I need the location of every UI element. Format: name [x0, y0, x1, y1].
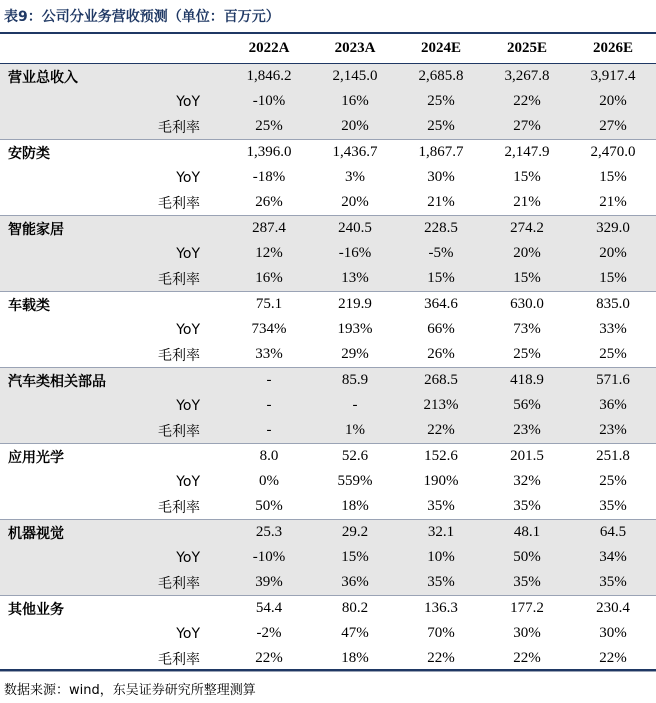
- header-blank: [0, 34, 226, 64]
- yoy-row: [0, 317, 656, 342]
- revenue-cell: 287.4: [226, 216, 312, 242]
- yoy-cell: 30%: [513, 625, 541, 641]
- revenue-cell: 329.0: [570, 216, 656, 242]
- revenue-cell: 48.1: [484, 520, 570, 546]
- gm-cell: 21%: [398, 190, 484, 216]
- yoy-cell: 10%: [398, 545, 484, 570]
- segment-name: 应用光学: [8, 449, 64, 466]
- gm-cell: 18%: [312, 494, 398, 520]
- gm-cell: 35%: [398, 570, 484, 596]
- yoy-cell: 213%: [398, 393, 484, 418]
- revenue-cell: 54.4: [255, 600, 283, 616]
- yoy-cell: 36%: [570, 393, 656, 418]
- segment-name: 智能家居: [0, 216, 226, 242]
- revenue-cell: 364.6: [424, 296, 458, 312]
- gm-cell: 35%: [398, 494, 484, 520]
- yoy-cell: 20%: [570, 89, 656, 114]
- yoy-cell: 66%: [427, 321, 455, 337]
- revenue-cell: 29.2: [312, 520, 398, 546]
- yoy-label: YoY: [0, 545, 226, 570]
- header-row: [0, 34, 656, 64]
- gm-cell: 22%: [570, 646, 656, 672]
- gm-cell: 26%: [398, 342, 484, 368]
- gm-cell: 35%: [570, 494, 656, 520]
- gm-cell: 15%: [570, 266, 656, 292]
- gm-cell: 21%: [484, 190, 570, 216]
- yoy-cell: 30%: [599, 625, 627, 641]
- revenue-cell: 32.1: [398, 520, 484, 546]
- gm-cell: 25%: [226, 114, 312, 140]
- gross-margin-label: 毛利率: [0, 494, 226, 520]
- revenue-cell: 80.2: [341, 600, 369, 616]
- yoy-cell: -10%: [226, 89, 312, 114]
- gm-cell: 29%: [312, 342, 398, 368]
- yoy-cell: 30%: [427, 169, 455, 185]
- segment-row: [0, 140, 656, 166]
- segment-row: [0, 64, 656, 90]
- segment-name: 车载类: [8, 297, 50, 314]
- gm-cell: 27%: [484, 114, 570, 140]
- gross-margin-row: [0, 494, 656, 520]
- yoy-cell: 34%: [570, 545, 656, 570]
- revenue-cell: 85.9: [312, 368, 398, 394]
- yoy-cell: -16%: [312, 241, 398, 266]
- yoy-cell: 12%: [226, 241, 312, 266]
- yoy-cell: -10%: [226, 545, 312, 570]
- revenue-cell: 1,396.0: [246, 144, 292, 160]
- segment-row: [0, 444, 656, 470]
- yoy-cell: 25%: [398, 89, 484, 114]
- revenue-cell: 64.5: [570, 520, 656, 546]
- yoy-row: [0, 165, 656, 190]
- gm-cell: 22%: [398, 418, 484, 444]
- gross-margin-row: [0, 342, 656, 368]
- gm-cell: 35%: [484, 570, 570, 596]
- revenue-cell: 3,917.4: [570, 64, 656, 90]
- segment-row: [0, 216, 656, 242]
- gm-cell: 1%: [312, 418, 398, 444]
- yoy-label: YoY: [0, 89, 226, 114]
- segment-name: 机器视觉: [0, 520, 226, 546]
- gross-margin-row: [0, 646, 656, 672]
- revenue-cell: 177.2: [510, 600, 544, 616]
- revenue-cell: 571.6: [570, 368, 656, 394]
- gm-cell: 22%: [226, 646, 312, 672]
- source-note: 数据来源：wind，东吴证券研究所整理测算: [4, 683, 256, 698]
- segment-row: [0, 596, 656, 622]
- gross-margin-label: 毛利率: [0, 570, 226, 596]
- forecast-table: [0, 34, 656, 672]
- yoy-cell: 22%: [484, 89, 570, 114]
- gm-cell: 35%: [484, 494, 570, 520]
- gm-cell: 25%: [398, 114, 484, 140]
- gross-margin-row: [0, 114, 656, 140]
- revenue-cell: 268.5: [398, 368, 484, 394]
- yoy-label: YoY: [176, 169, 200, 186]
- gm-cell: 33%: [226, 342, 312, 368]
- revenue-cell: 2,685.8: [398, 64, 484, 90]
- yoy-cell: 32%: [513, 473, 541, 489]
- yoy-row: [0, 89, 656, 114]
- yoy-row: [0, 241, 656, 266]
- yoy-cell: 73%: [513, 321, 541, 337]
- revenue-cell: 2,147.9: [504, 144, 550, 160]
- yoy-label: YoY: [176, 625, 200, 642]
- gm-cell: 15%: [398, 266, 484, 292]
- gm-cell: 15%: [484, 266, 570, 292]
- gross-margin-row: [0, 418, 656, 444]
- revenue-cell: 2,145.0: [312, 64, 398, 90]
- gm-cell: 36%: [312, 570, 398, 596]
- yoy-cell: 3%: [345, 169, 365, 185]
- gm-cell: 16%: [226, 266, 312, 292]
- yoy-cell: 734%: [251, 321, 287, 337]
- table-body: [0, 64, 656, 672]
- revenue-cell: 240.5: [312, 216, 398, 242]
- yoy-cell: 25%: [599, 473, 627, 489]
- gm-cell: 25%: [570, 342, 656, 368]
- bottom-rule: [0, 669, 656, 671]
- segment-row: [0, 292, 656, 318]
- revenue-cell: 228.5: [398, 216, 484, 242]
- yoy-row: [0, 621, 656, 646]
- gm-cell: 26%: [226, 190, 312, 216]
- yoy-label: YoY: [0, 393, 226, 418]
- gross-margin-label: 毛利率: [0, 342, 226, 368]
- year-header: 2026E: [570, 34, 656, 64]
- gm-cell: 20%: [312, 190, 398, 216]
- revenue-cell: 25.3: [226, 520, 312, 546]
- yoy-cell: 15%: [312, 545, 398, 570]
- revenue-cell: 1,846.2: [226, 64, 312, 90]
- yoy-row: [0, 469, 656, 494]
- gross-margin-label: 毛利率: [0, 114, 226, 140]
- revenue-cell: 230.4: [596, 600, 630, 616]
- segment-name: 营业总收入: [0, 64, 226, 90]
- gross-margin-label: 毛利率: [0, 266, 226, 292]
- gm-cell: 23%: [484, 418, 570, 444]
- segment-row: [0, 368, 656, 394]
- revenue-cell: -: [226, 368, 312, 394]
- yoy-cell: 0%: [259, 473, 279, 489]
- revenue-cell: 219.9: [338, 296, 372, 312]
- revenue-cell: 52.6: [341, 448, 369, 464]
- yoy-cell: 16%: [312, 89, 398, 114]
- yoy-cell: 15%: [513, 169, 541, 185]
- gm-cell: 35%: [570, 570, 656, 596]
- gm-cell: -: [226, 418, 312, 444]
- gross-margin-row: [0, 266, 656, 292]
- revenue-cell: 201.5: [510, 448, 544, 464]
- gm-cell: 22%: [398, 646, 484, 672]
- yoy-cell: -: [312, 393, 398, 418]
- revenue-cell: 1,867.7: [418, 144, 464, 160]
- yoy-cell: 50%: [484, 545, 570, 570]
- revenue-cell: 251.8: [596, 448, 630, 464]
- yoy-cell: -2%: [256, 625, 282, 641]
- yoy-cell: 193%: [337, 321, 373, 337]
- gm-cell: 50%: [226, 494, 312, 520]
- yoy-label: YoY: [176, 321, 200, 338]
- gm-cell: 23%: [570, 418, 656, 444]
- yoy-cell: 33%: [599, 321, 627, 337]
- yoy-cell: 20%: [484, 241, 570, 266]
- year-header: 2024E: [398, 34, 484, 64]
- yoy-cell: 559%: [337, 473, 373, 489]
- gm-cell: 27%: [570, 114, 656, 140]
- revenue-cell: 2,470.0: [590, 144, 636, 160]
- year-header: 2022A: [226, 34, 312, 64]
- gross-margin-label: 毛利率: [0, 418, 226, 444]
- yoy-label: YoY: [0, 241, 226, 266]
- year-header: 2023A: [312, 34, 398, 64]
- gm-cell: 13%: [312, 266, 398, 292]
- year-header: 2025E: [484, 34, 570, 64]
- revenue-cell: 8.0: [259, 448, 279, 464]
- revenue-cell: 274.2: [484, 216, 570, 242]
- gm-cell: 20%: [312, 114, 398, 140]
- yoy-cell: -: [226, 393, 312, 418]
- yoy-row: [0, 393, 656, 418]
- gross-margin-row: [0, 190, 656, 216]
- gm-cell: 39%: [226, 570, 312, 596]
- gm-cell: 25%: [484, 342, 570, 368]
- revenue-cell: 136.3: [424, 600, 458, 616]
- yoy-cell: 47%: [341, 625, 369, 641]
- gross-margin-label: 毛利率: [0, 190, 226, 216]
- gm-cell: 21%: [570, 190, 656, 216]
- revenue-cell: 152.6: [424, 448, 458, 464]
- segment-row: [0, 520, 656, 546]
- revenue-cell: 418.9: [484, 368, 570, 394]
- yoy-cell: 190%: [423, 473, 459, 489]
- yoy-label: YoY: [176, 473, 200, 490]
- gross-margin-row: [0, 570, 656, 596]
- revenue-cell: 3,267.8: [484, 64, 570, 90]
- segment-name: 安防类: [8, 145, 50, 162]
- yoy-cell: 56%: [484, 393, 570, 418]
- yoy-cell: 20%: [570, 241, 656, 266]
- yoy-cell: 15%: [599, 169, 627, 185]
- revenue-cell: 1,436.7: [332, 144, 378, 160]
- gm-cell: 18%: [312, 646, 398, 672]
- yoy-cell: -5%: [398, 241, 484, 266]
- yoy-cell: -18%: [252, 169, 286, 185]
- gm-cell: 22%: [484, 646, 570, 672]
- yoy-cell: 70%: [427, 625, 455, 641]
- table-title: 表9：公司分业务营收预测（单位：百万元）: [4, 9, 280, 25]
- revenue-cell: 75.1: [255, 296, 283, 312]
- gross-margin-label: 毛利率: [0, 646, 226, 672]
- revenue-cell: 630.0: [510, 296, 544, 312]
- revenue-cell: 835.0: [596, 296, 630, 312]
- yoy-row: [0, 545, 656, 570]
- segment-name: 其他业务: [8, 601, 64, 618]
- segment-name: 汽车类相关部品: [0, 368, 226, 394]
